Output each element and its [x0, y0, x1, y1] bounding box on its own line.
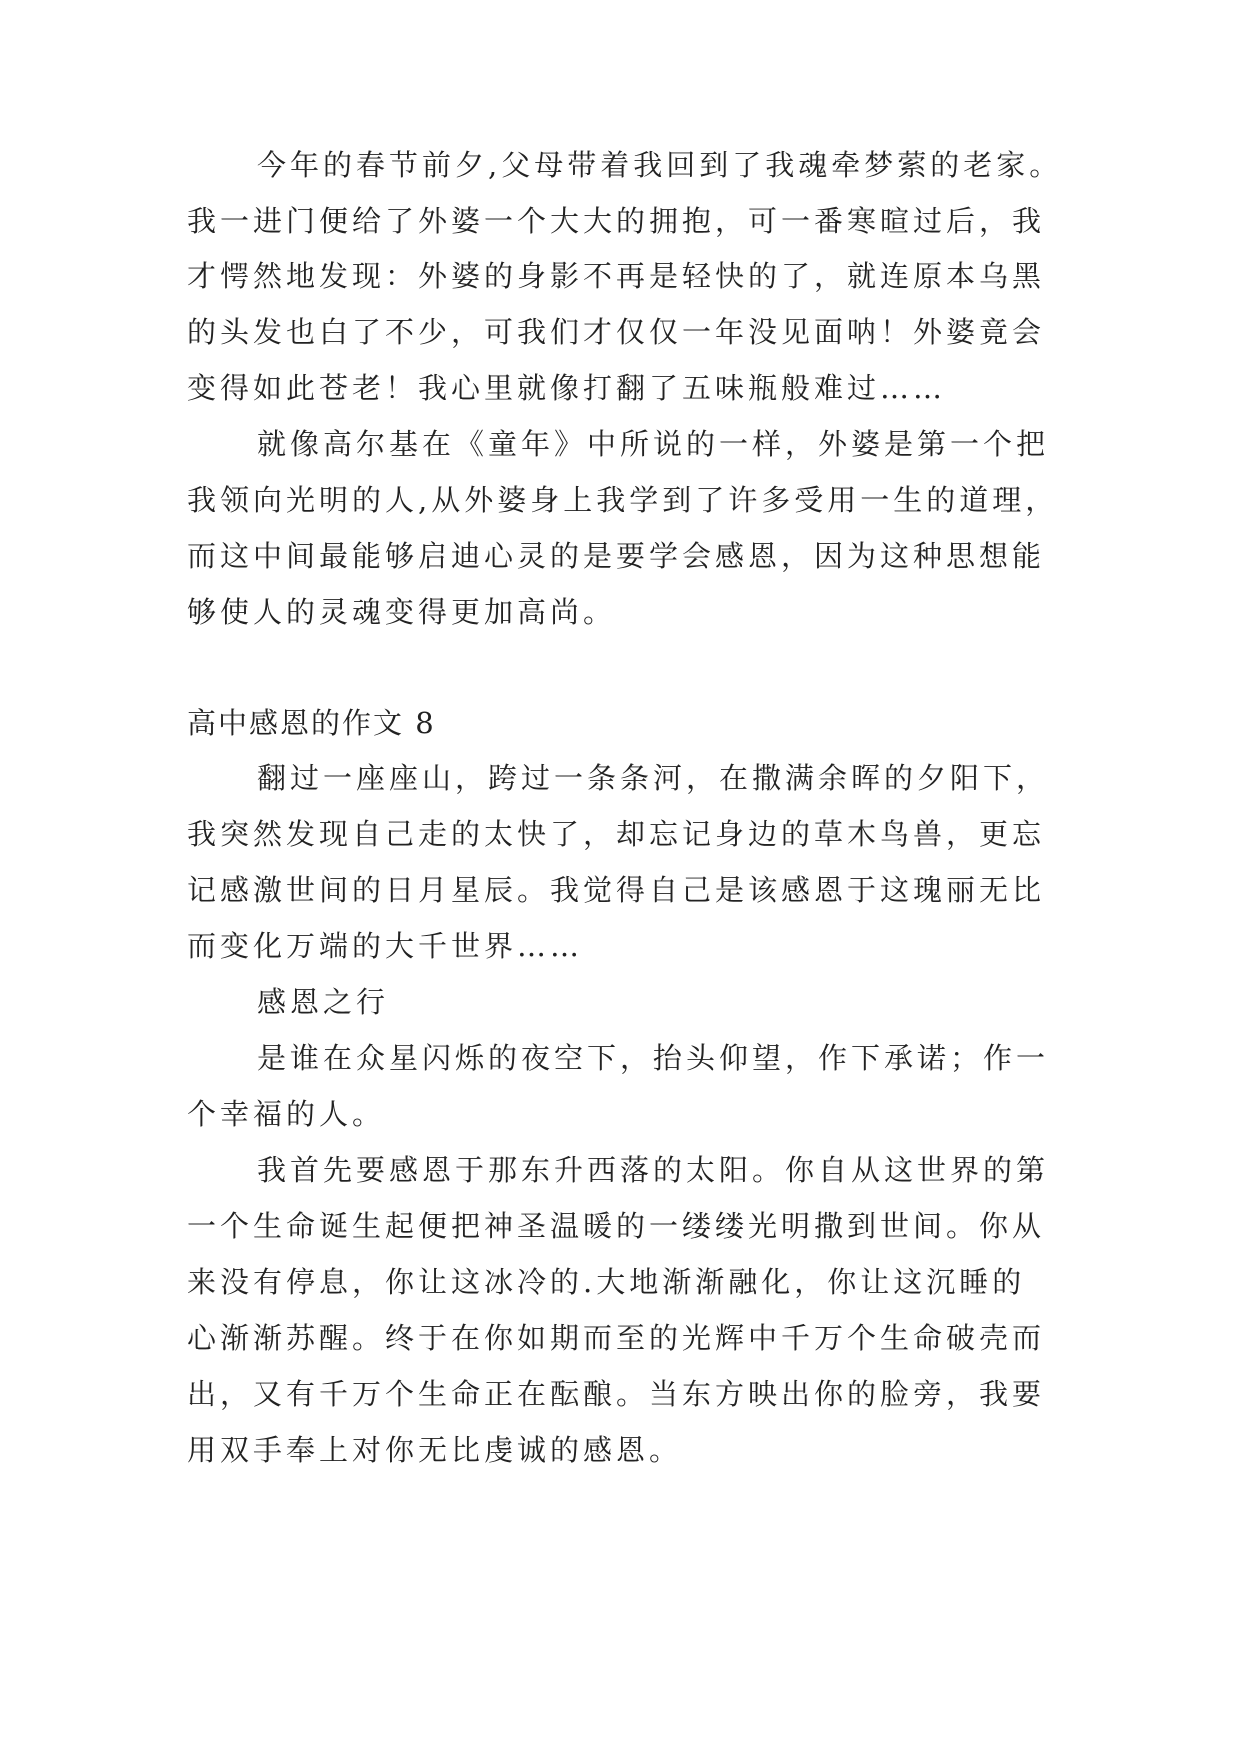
paragraph-3-line-1: 翻过一座座山，跨过一条条河，在撒满余晖的夕阳下， — [257, 761, 1050, 795]
essay-heading: 高中感恩的作文 8 — [187, 706, 436, 740]
paragraph-2-line-4: 够使人的灵魂变得更加高尚。 — [187, 595, 617, 629]
paragraph-2-line-2: 我领向光明的人,从外婆身上我学到了许多受用一生的道理， — [187, 483, 1059, 517]
paragraph-5-line-6: 用双手奉上对你无比虔诚的感恩。 — [187, 1433, 683, 1467]
paragraph-2-line-1: 就像高尔基在《童年》中所说的一样，外婆是第一个把 — [257, 427, 1050, 461]
paragraph-5-line-2: 一个生命诞生起便把神圣温暖的一缕缕光明撒到世间。你从 — [187, 1209, 1046, 1243]
paragraph-1-line-2: 我一进门便给了外婆一个大大的拥抱，可一番寒暄过后，我 — [187, 204, 1046, 238]
paragraph-1-line-4: 的头发也白了不少，可我们才仅仅一年没见面呐！外婆竟会 — [187, 315, 1046, 349]
paragraph-3-line-2: 我突然发现自己走的太快了，却忘记身边的草木鸟兽，更忘 — [187, 817, 1046, 851]
paragraph-1-line-3: 才愕然地发现：外婆的身影不再是轻快的了，就连原本乌黑 — [187, 259, 1046, 293]
paragraph-4-line-1: 是谁在众星闪烁的夜空下，抬头仰望，作下承诺；作一 — [257, 1041, 1050, 1075]
paragraph-3-line-4: 而变化万端的大千世界…… — [187, 929, 584, 963]
paragraph-1-line-1: 今年的春节前夕,父母带着我回到了我魂牵梦萦的老家。 — [257, 148, 1063, 182]
paragraph-1-line-5: 变得如此苍老！我心里就像打翻了五味瓶般难过…… — [187, 371, 947, 405]
paragraph-5-line-1: 我首先要感恩于那东升西落的太阳。你自从这世界的第 — [257, 1153, 1050, 1187]
essay-subtitle: 感恩之行 — [257, 985, 390, 1019]
paragraph-3-line-3: 记感激世间的日月星辰。我觉得自己是该感恩于这瑰丽无比 — [187, 873, 1046, 907]
paragraph-5-line-3: 来没有停息，你让这冰冷的.大地渐渐融化，你让这沉睡的 — [187, 1265, 1026, 1299]
paragraph-2-line-3: 而这中间最能够启迪心灵的是要学会感恩，因为这种思想能 — [187, 539, 1046, 573]
paragraph-5-line-5: 出，又有千万个生命正在酝酿。当东方映出你的脸旁，我要 — [187, 1377, 1046, 1411]
paragraph-4-line-2: 个幸福的人。 — [187, 1097, 386, 1131]
paragraph-5-line-4: 心渐渐苏醒。终于在你如期而至的光辉中千万个生命破壳而 — [187, 1321, 1046, 1355]
